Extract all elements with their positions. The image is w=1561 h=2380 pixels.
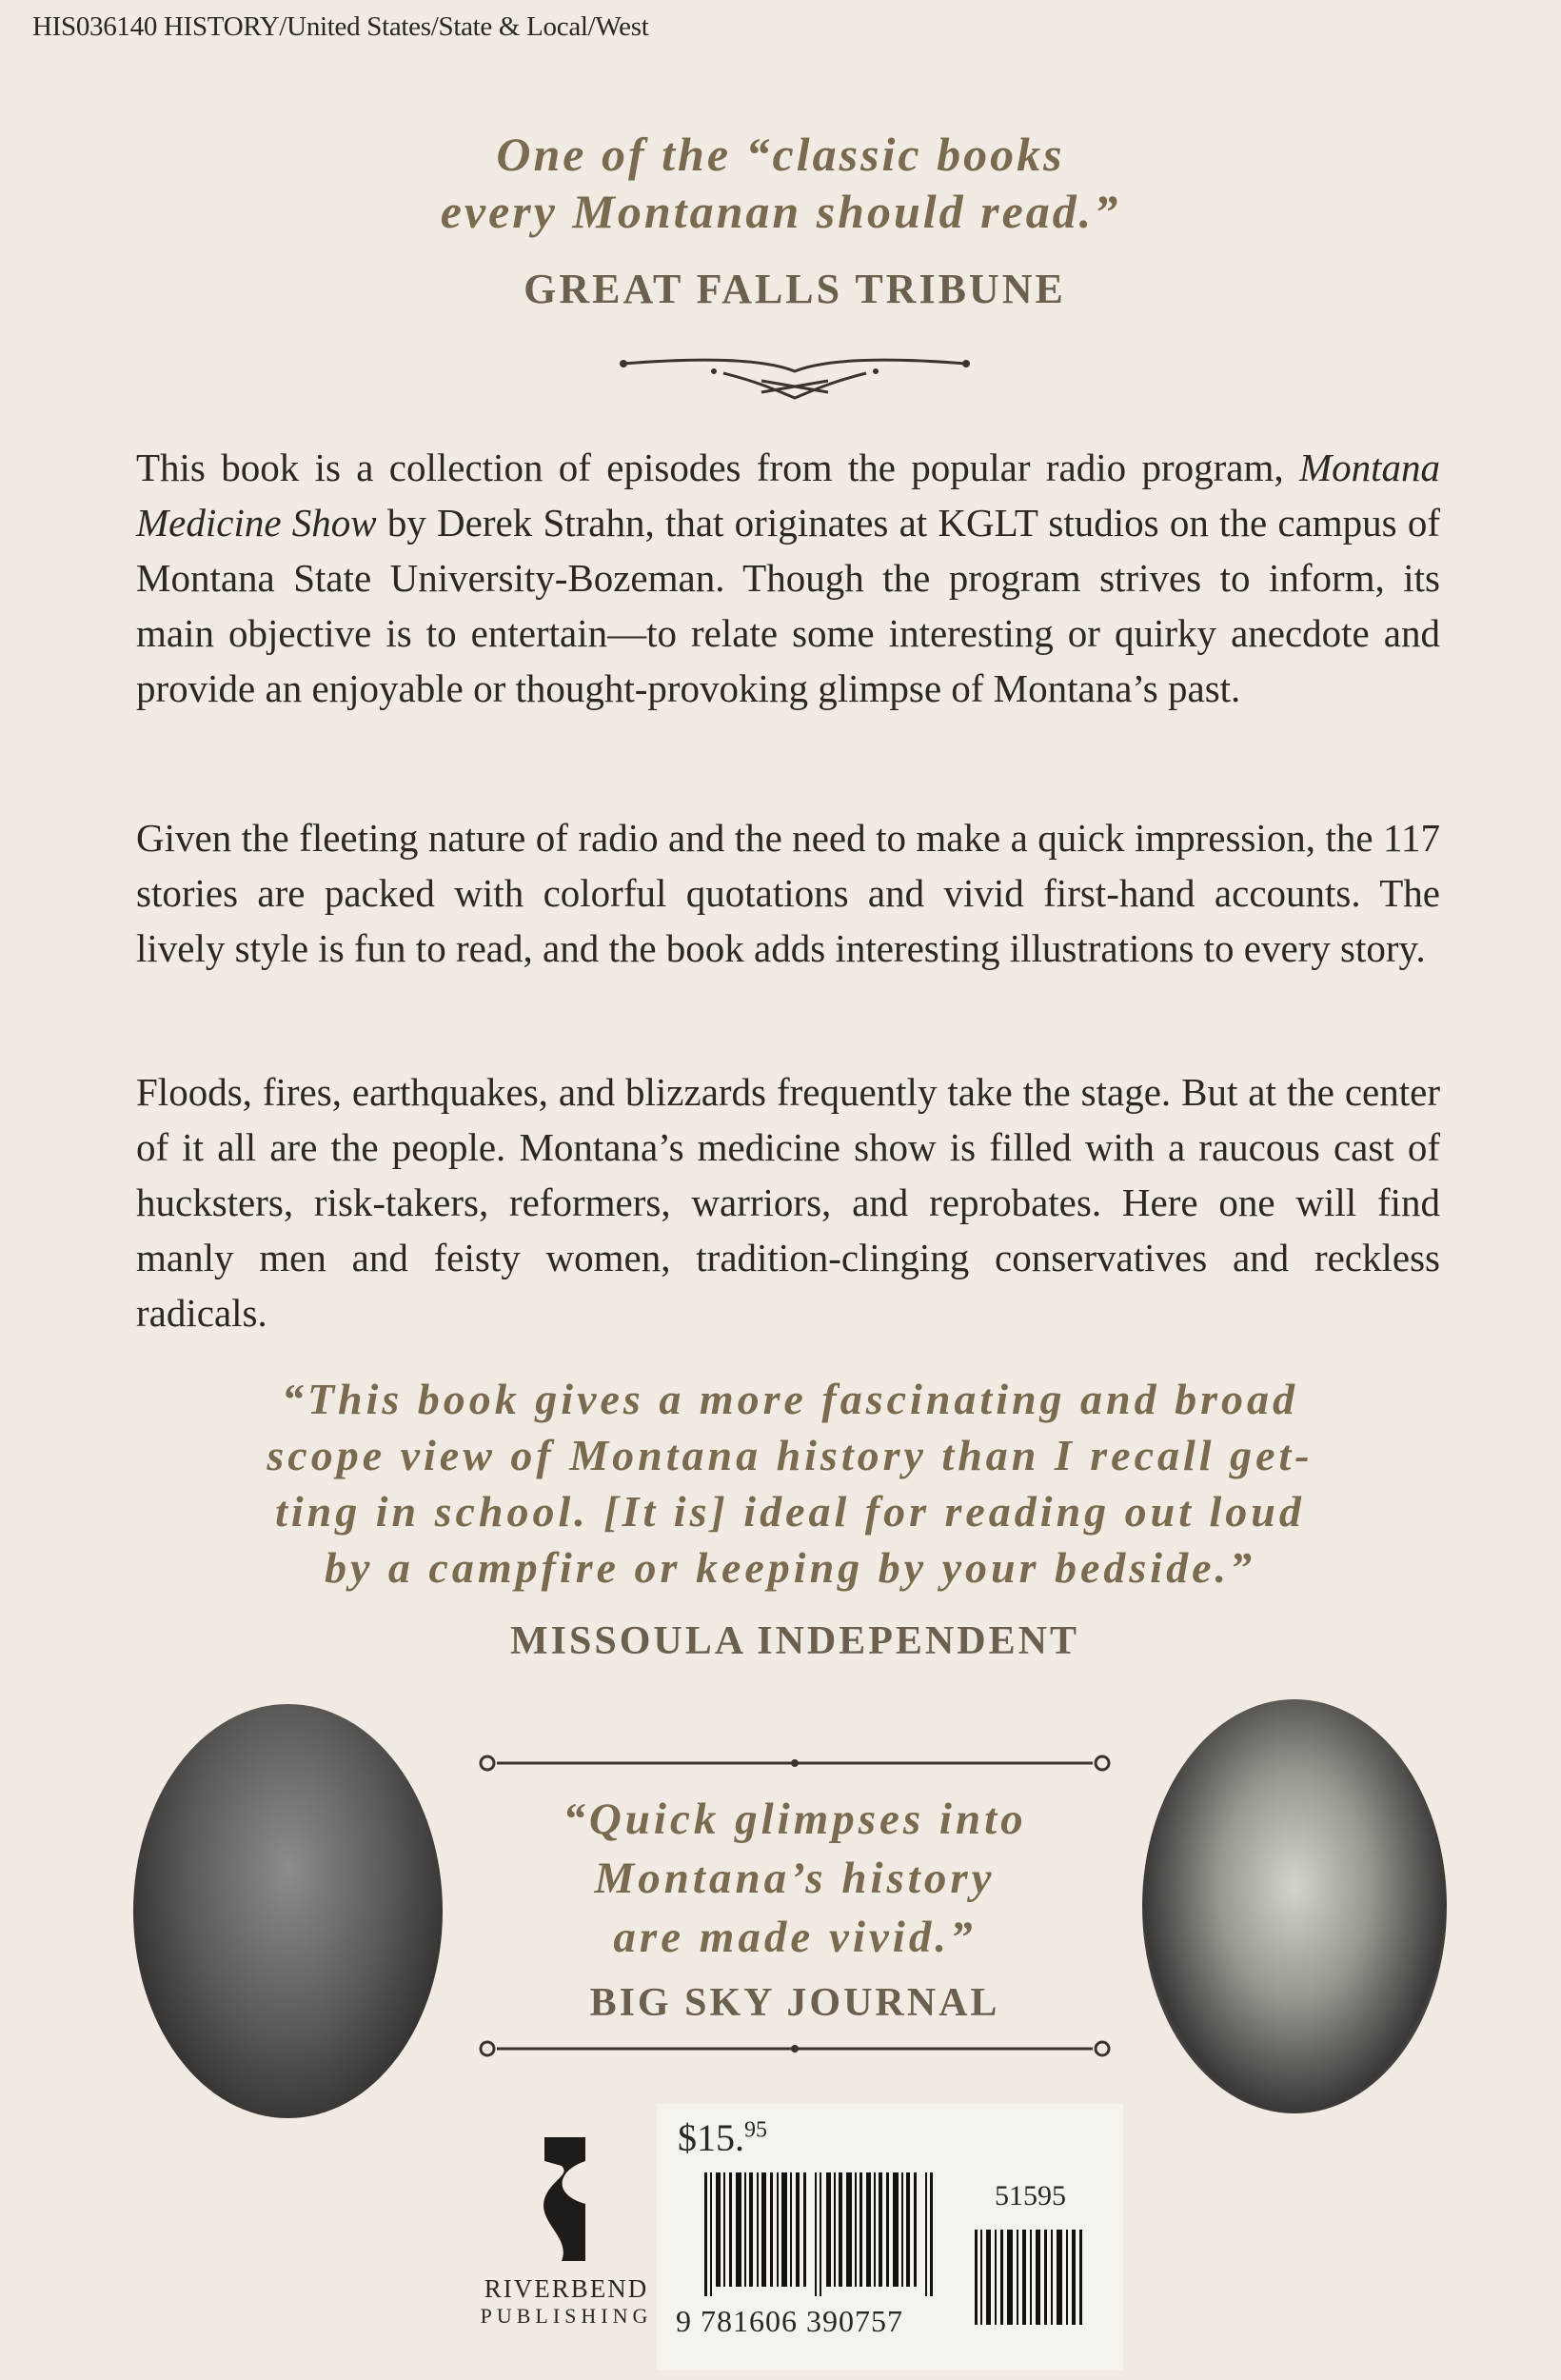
quote-big-sky — [476, 1790, 1114, 1967]
quote-missoula — [133, 1371, 1447, 1596]
description-paragraph-2: Given the fleeting nature of radio and the need to make a quick impression, the 117 stories are packed with colorful quotations and vivid first-hand accounts. The lively style is fun to read, and the book adds interesting illustrations to every story. — [136, 816, 1440, 970]
quote-line: every Montanan should read.” — [440, 185, 1121, 238]
price: $15.95 — [678, 2116, 767, 2159]
quote-line: are made vivid.” — [613, 1913, 977, 1962]
quote-line: scope view of Montana history than I recall get- — [267, 1431, 1314, 1479]
description-paragraph-1: This book is a collection of episodes from the popular radio program, Montana Medicine Show by Derek Strahn, that originates at KGLT studios on the campus of Montana State University-Bozeman. Though the program strives to inform, its main objective is to entertain—to relate some interesting or quirky anecdote and provide an enjoyable or thought-provoking glimpse of Montana’s past. — [136, 446, 1440, 710]
quote-line: ting in school. [It is] ideal for reading out loud — [275, 1487, 1305, 1536]
quote-source-great-falls: GREAT FALLS TRIBUNE — [524, 266, 1066, 312]
quote-line: “This book gives a more fascinating and broad — [281, 1375, 1299, 1423]
quote-line: by a campfire or keeping by your bedside.” — [325, 1543, 1255, 1592]
rule-ornament-top — [476, 1752, 1114, 1775]
isbn-number: 9 781606 390757 — [676, 2304, 903, 2338]
category-code: HIS036140 HISTORY/United States/State & Local/West — [32, 11, 649, 42]
river-logo-icon — [533, 2132, 600, 2266]
quote-source-missoula: MISSOULA INDEPENDENT — [510, 1619, 1079, 1663]
publisher-name: RIVERBEND — [484, 2274, 649, 2303]
radio-program-title: Montana Medicine Show — [136, 446, 1440, 545]
portrait-man-fur-hat — [1142, 1699, 1447, 2113]
quote-line: One of the “classic books — [496, 128, 1065, 181]
portrait-native-man — [133, 1704, 443, 2118]
price-addon-code: 51595 — [995, 2180, 1066, 2211]
quote-source-big-sky: BIG SKY JOURNAL — [589, 1981, 1000, 2025]
quote-great-falls — [0, 126, 1561, 240]
publisher-sub: PUBLISHING — [480, 2304, 653, 2328]
description-paragraph-3: Floods, fires, earthquakes, and blizzards frequently take the stage. But at the center of it all are the people. Montana’s medicine show is filled with a raucous cast of hucksters, risk-takers, reformers, warriors, and reprobates. Here one will find manly men and feisty women, tradition-clinging conservatives and reckless radicals. — [136, 1070, 1440, 1335]
price-addon-barcode — [975, 2230, 1089, 2325]
quote-line: Montana’s history — [594, 1854, 996, 1903]
isbn-barcode — [704, 2172, 942, 2296]
rule-ornament-bottom — [476, 2037, 1114, 2060]
quote-line: “Quick glimpses into — [563, 1795, 1027, 1844]
flourish-ornament — [619, 345, 971, 402]
publisher-logo — [457, 2132, 676, 2329]
